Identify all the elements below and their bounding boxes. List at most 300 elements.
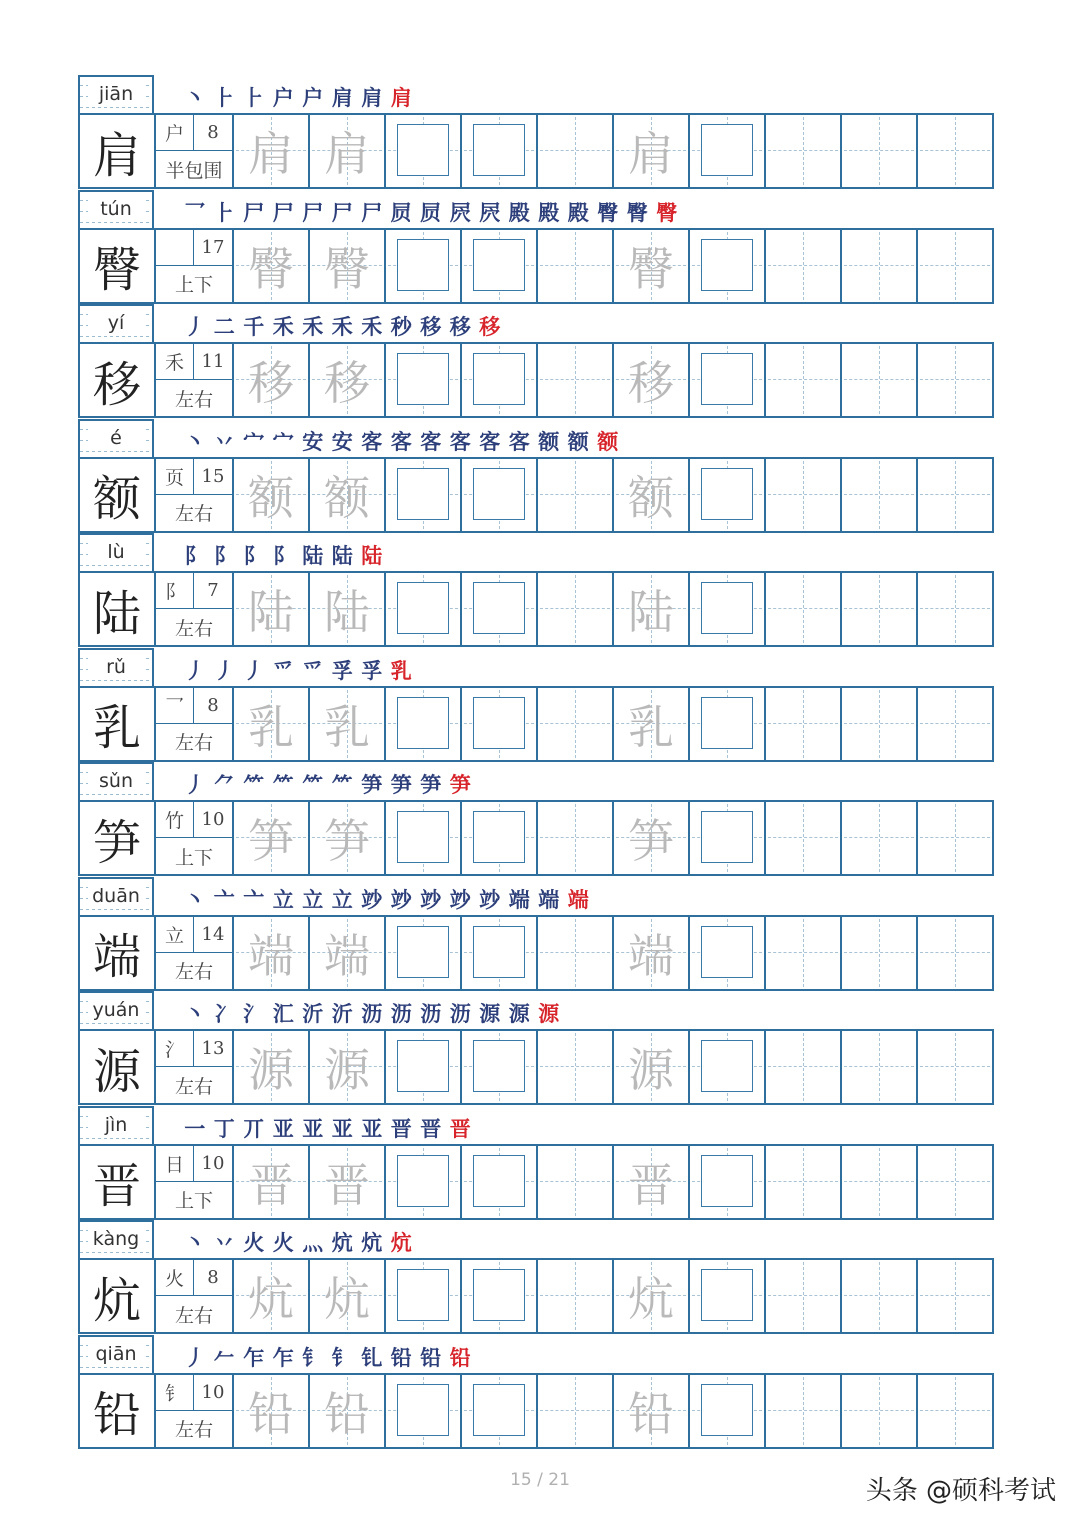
writing-cell[interactable] bbox=[462, 1031, 538, 1103]
writing-cell[interactable] bbox=[842, 688, 918, 760]
stroke-step: 灬 bbox=[302, 1230, 324, 1255]
stroke-step: 爫 bbox=[302, 657, 324, 683]
writing-cell[interactable] bbox=[462, 459, 538, 531]
writing-cell[interactable] bbox=[386, 802, 462, 874]
writing-cell[interactable] bbox=[766, 917, 842, 989]
writing-cell[interactable] bbox=[386, 230, 462, 302]
writing-cell[interactable] bbox=[538, 802, 614, 874]
writing-cell[interactable] bbox=[690, 1031, 766, 1103]
structure: 半包围 bbox=[165, 159, 223, 182]
writing-cell[interactable] bbox=[234, 344, 310, 416]
stroke-step: 宀 bbox=[243, 428, 265, 454]
guide-line-vertical bbox=[955, 690, 956, 758]
guide-line-vertical bbox=[879, 804, 880, 872]
writing-cell[interactable] bbox=[462, 230, 538, 302]
stroke-step: 爫 bbox=[272, 657, 294, 683]
stroke-step: 沥 bbox=[361, 1001, 383, 1026]
writing-cell[interactable] bbox=[614, 230, 690, 302]
writing-cell[interactable] bbox=[386, 459, 462, 531]
writing-cell[interactable] bbox=[842, 230, 918, 302]
stroke-step: ⺊ bbox=[243, 85, 265, 110]
stroke-step: 殿 bbox=[508, 199, 530, 225]
writing-cell[interactable] bbox=[386, 344, 462, 416]
writing-cell[interactable] bbox=[614, 688, 690, 760]
char-block bbox=[78, 877, 994, 992]
trace-character: 臀 bbox=[248, 241, 294, 296]
stroke-step: ⺊ bbox=[213, 85, 235, 110]
writing-cell[interactable] bbox=[690, 115, 766, 187]
stroke-count: 15 bbox=[194, 459, 232, 495]
practice-row bbox=[78, 113, 994, 189]
writing-cell[interactable] bbox=[462, 115, 538, 187]
writing-cell[interactable] bbox=[842, 344, 918, 416]
char-info bbox=[156, 1146, 234, 1218]
writing-cell[interactable] bbox=[918, 344, 992, 416]
writing-cell[interactable] bbox=[234, 115, 310, 187]
guide-line-horizontal bbox=[768, 494, 838, 495]
writing-cell[interactable] bbox=[842, 573, 918, 645]
pinyin-text: duān bbox=[88, 885, 144, 907]
stroke-step: ⺊ bbox=[213, 199, 235, 225]
writing-cell[interactable] bbox=[690, 1146, 766, 1218]
stroke-step: 尸 bbox=[272, 199, 294, 225]
stroke-step: 孚 bbox=[361, 657, 383, 683]
stroke-step: 亚 bbox=[331, 1115, 353, 1141]
stroke-step: 屃 bbox=[420, 199, 442, 225]
inner-square bbox=[473, 1384, 525, 1436]
writing-cell[interactable] bbox=[234, 802, 310, 874]
trace-character: 乳 bbox=[248, 699, 294, 754]
stroke-step: 乍 bbox=[243, 1344, 265, 1370]
stroke-step: 竗 bbox=[479, 886, 501, 912]
writing-cell[interactable] bbox=[918, 459, 992, 531]
writing-cell[interactable] bbox=[538, 1375, 614, 1447]
writing-cell[interactable] bbox=[386, 573, 462, 645]
model-character: 移 bbox=[80, 344, 156, 416]
writing-cell[interactable] bbox=[690, 917, 766, 989]
stroke-step: 臀 bbox=[656, 199, 678, 225]
writing-cell[interactable] bbox=[918, 1031, 992, 1103]
stroke-step: 客 bbox=[479, 428, 501, 454]
writing-cell[interactable] bbox=[918, 115, 992, 187]
writing-cell[interactable] bbox=[234, 459, 310, 531]
pinyin-row bbox=[78, 75, 994, 113]
trace-character: 铅 bbox=[324, 1386, 370, 1441]
writing-cell[interactable] bbox=[766, 573, 842, 645]
pinyin-cell bbox=[78, 762, 154, 800]
inner-square bbox=[397, 468, 449, 520]
guide-line-vertical bbox=[955, 117, 956, 185]
inner-square bbox=[397, 1384, 449, 1436]
structure: 左右 bbox=[174, 1075, 213, 1098]
writing-cell[interactable] bbox=[766, 344, 842, 416]
writing-cell[interactable] bbox=[310, 115, 386, 187]
stroke-step: 尸 bbox=[331, 199, 353, 225]
writing-cell[interactable] bbox=[614, 1031, 690, 1103]
guide-line-vertical bbox=[955, 461, 956, 529]
char-block bbox=[78, 1220, 994, 1335]
writing-cell[interactable] bbox=[234, 230, 310, 302]
stroke-count: 8 bbox=[194, 115, 232, 151]
model-character: 臀 bbox=[80, 230, 156, 302]
stroke-step: 禾 bbox=[302, 314, 324, 339]
inner-square bbox=[397, 1269, 449, 1321]
char-block bbox=[78, 648, 994, 763]
stroke-step: 笋 bbox=[361, 772, 383, 797]
practice-row bbox=[78, 1029, 994, 1105]
model-character: 源 bbox=[80, 1031, 156, 1103]
inner-square bbox=[397, 926, 449, 978]
inner-square bbox=[473, 1269, 525, 1321]
writing-cell[interactable] bbox=[766, 1146, 842, 1218]
writing-cell[interactable] bbox=[766, 688, 842, 760]
writing-cell[interactable] bbox=[234, 1260, 310, 1332]
guide-line-horizontal bbox=[540, 1410, 610, 1411]
stroke-step: 晋 bbox=[420, 1115, 442, 1141]
inner-square bbox=[701, 1040, 753, 1092]
writing-cell[interactable] bbox=[538, 1260, 614, 1332]
radical: 日 bbox=[156, 1146, 194, 1182]
writing-cell[interactable] bbox=[234, 688, 310, 760]
writing-cell[interactable] bbox=[310, 1375, 386, 1447]
writing-cell[interactable] bbox=[386, 917, 462, 989]
inner-square bbox=[473, 353, 525, 405]
writing-cell[interactable] bbox=[918, 802, 992, 874]
char-block bbox=[78, 304, 994, 419]
writing-cell[interactable] bbox=[462, 802, 538, 874]
writing-cell[interactable] bbox=[766, 1031, 842, 1103]
guide-line-horizontal bbox=[768, 1181, 838, 1182]
radical bbox=[156, 230, 194, 266]
writing-cell[interactable] bbox=[310, 1031, 386, 1103]
char-block bbox=[78, 419, 994, 534]
writing-cell[interactable] bbox=[310, 1260, 386, 1332]
writing-cell[interactable] bbox=[766, 115, 842, 187]
char-info bbox=[156, 573, 234, 645]
practice-row bbox=[78, 1373, 994, 1449]
stroke-order bbox=[182, 1341, 473, 1373]
guide-line-horizontal bbox=[768, 1410, 838, 1411]
stroke-step: 千 bbox=[243, 314, 265, 339]
pinyin-text: jìn bbox=[88, 1114, 144, 1136]
guide-line-vertical bbox=[803, 919, 804, 987]
writing-cell[interactable] bbox=[842, 115, 918, 187]
guide-line-horizontal bbox=[540, 723, 610, 724]
stroke-step: 客 bbox=[508, 428, 530, 454]
structure: 左右 bbox=[174, 503, 213, 525]
stroke-step: 端 bbox=[567, 886, 589, 912]
practice-row bbox=[78, 800, 994, 876]
writing-cell[interactable] bbox=[462, 688, 538, 760]
radical: 户 bbox=[156, 115, 194, 151]
writing-cell[interactable] bbox=[614, 1375, 690, 1447]
stroke-step: 额 bbox=[538, 428, 560, 454]
writing-cell[interactable] bbox=[842, 459, 918, 531]
writing-cell[interactable] bbox=[918, 1375, 992, 1447]
writing-cell[interactable] bbox=[386, 1146, 462, 1218]
writing-cell[interactable] bbox=[234, 1031, 310, 1103]
writing-cell[interactable] bbox=[918, 573, 992, 645]
writing-cell[interactable] bbox=[310, 802, 386, 874]
practice-row bbox=[78, 571, 994, 647]
stroke-step: 臀 bbox=[626, 199, 648, 225]
pinyin-row bbox=[78, 190, 994, 228]
guide-line-vertical bbox=[955, 232, 956, 300]
stroke-step: 源 bbox=[479, 1001, 501, 1026]
pinyin-text: jiān bbox=[88, 83, 144, 105]
pinyin-text: yí bbox=[88, 312, 144, 334]
trace-character: 肩 bbox=[324, 127, 370, 181]
writing-cell[interactable] bbox=[690, 230, 766, 302]
writing-cell[interactable] bbox=[766, 1260, 842, 1332]
inner-square bbox=[473, 239, 525, 291]
guide-line-horizontal bbox=[844, 265, 914, 266]
radical: 乛 bbox=[156, 688, 194, 724]
trace-character: 炕 bbox=[248, 1272, 294, 1326]
guide-line-horizontal bbox=[540, 494, 610, 495]
stroke-step: 沥 bbox=[390, 1001, 412, 1026]
guide-line-vertical bbox=[879, 461, 880, 529]
stroke-step: 火 bbox=[272, 1230, 294, 1255]
writing-cell[interactable] bbox=[386, 1260, 462, 1332]
inner-square bbox=[473, 468, 525, 520]
inner-square bbox=[473, 124, 525, 176]
guide-line-vertical bbox=[803, 117, 804, 185]
inner-square bbox=[701, 468, 753, 520]
writing-cell[interactable] bbox=[462, 917, 538, 989]
writing-cell[interactable] bbox=[842, 1375, 918, 1447]
stroke-step: 屄 bbox=[449, 199, 471, 225]
writing-cell[interactable] bbox=[310, 688, 386, 760]
stroke-step: 乳 bbox=[390, 657, 412, 683]
stroke-step: 陆 bbox=[331, 543, 353, 568]
pinyin-row bbox=[78, 419, 994, 457]
writing-cell[interactable] bbox=[538, 1031, 614, 1103]
writing-cell[interactable] bbox=[234, 573, 310, 645]
guide-line-vertical bbox=[803, 690, 804, 758]
guide-line-vertical bbox=[575, 575, 576, 643]
writing-cell[interactable] bbox=[842, 802, 918, 874]
guide-line-horizontal bbox=[920, 723, 990, 724]
guide-line-vertical bbox=[955, 1033, 956, 1101]
stroke-step: ⺮ bbox=[331, 772, 353, 797]
writing-cell[interactable] bbox=[386, 1031, 462, 1103]
inner-square bbox=[701, 582, 753, 634]
char-info bbox=[156, 115, 234, 187]
writing-cell[interactable] bbox=[538, 459, 614, 531]
structure: 上下 bbox=[174, 846, 213, 869]
writing-cell[interactable] bbox=[386, 1375, 462, 1447]
writing-cell[interactable] bbox=[538, 115, 614, 187]
writing-cell[interactable] bbox=[538, 230, 614, 302]
guide-line-horizontal bbox=[540, 150, 610, 151]
stroke-step: 晋 bbox=[390, 1115, 412, 1141]
writing-cell[interactable] bbox=[842, 1146, 918, 1218]
stroke-order bbox=[182, 1112, 473, 1144]
trace-character: 移 bbox=[248, 356, 294, 410]
writing-cell[interactable] bbox=[462, 1146, 538, 1218]
writing-cell[interactable] bbox=[614, 573, 690, 645]
pinyin-cell bbox=[78, 304, 154, 342]
guide-line-vertical bbox=[803, 804, 804, 872]
stroke-step: 火 bbox=[243, 1230, 265, 1255]
char-info bbox=[156, 1260, 234, 1332]
writing-cell[interactable] bbox=[386, 115, 462, 187]
writing-cell[interactable] bbox=[766, 230, 842, 302]
stroke-step: 亚 bbox=[302, 1115, 324, 1141]
stroke-order bbox=[182, 654, 414, 686]
trace-character: 炕 bbox=[628, 1272, 674, 1326]
practice-row bbox=[78, 457, 994, 533]
stroke-step: 陆 bbox=[302, 543, 324, 568]
writing-cell[interactable] bbox=[234, 1146, 310, 1218]
pinyin-text: yuán bbox=[88, 999, 144, 1021]
char-info bbox=[156, 230, 234, 302]
writing-cell[interactable] bbox=[462, 344, 538, 416]
pinyin-text: é bbox=[88, 427, 144, 449]
stroke-step: ⺮ bbox=[302, 772, 324, 797]
guide-line-horizontal bbox=[844, 1410, 914, 1411]
writing-cell[interactable] bbox=[614, 344, 690, 416]
guide-line-horizontal bbox=[844, 1181, 914, 1182]
stroke-step: 晋 bbox=[449, 1115, 471, 1141]
writing-cell[interactable] bbox=[918, 1260, 992, 1332]
guide-line-horizontal bbox=[844, 494, 914, 495]
guide-line-horizontal bbox=[920, 1066, 990, 1067]
stroke-step: 丶 bbox=[184, 85, 206, 110]
writing-cell[interactable] bbox=[690, 573, 766, 645]
stroke-step: 竗 bbox=[420, 886, 442, 912]
stroke-step: 肩 bbox=[361, 85, 383, 110]
writing-cell[interactable] bbox=[310, 459, 386, 531]
stroke-step: 阝 bbox=[213, 543, 235, 568]
writing-cell[interactable] bbox=[690, 688, 766, 760]
writing-cell[interactable] bbox=[842, 1031, 918, 1103]
writing-cell[interactable] bbox=[310, 1146, 386, 1218]
guide-line-horizontal bbox=[844, 952, 914, 953]
stroke-step: 丿 bbox=[243, 657, 265, 683]
char-block bbox=[78, 533, 994, 648]
writing-cell[interactable] bbox=[918, 917, 992, 989]
writing-cell[interactable] bbox=[690, 459, 766, 531]
writing-cell[interactable] bbox=[918, 688, 992, 760]
inner-square bbox=[397, 1155, 449, 1207]
writing-cell[interactable] bbox=[538, 917, 614, 989]
stroke-step: 丿 bbox=[184, 772, 206, 797]
writing-cell[interactable] bbox=[310, 573, 386, 645]
inner-square bbox=[701, 353, 753, 405]
stroke-order bbox=[182, 539, 385, 571]
stroke-step: 丿 bbox=[184, 314, 206, 339]
writing-cell[interactable] bbox=[462, 573, 538, 645]
writing-cell[interactable] bbox=[462, 1260, 538, 1332]
writing-cell[interactable] bbox=[918, 230, 992, 302]
pinyin-cell bbox=[78, 533, 154, 571]
pinyin-cell bbox=[78, 1106, 154, 1144]
writing-cell[interactable] bbox=[462, 1375, 538, 1447]
char-info bbox=[156, 1031, 234, 1103]
trace-character: 乳 bbox=[324, 699, 370, 754]
practice-row bbox=[78, 1258, 994, 1334]
stroke-order bbox=[182, 310, 503, 342]
writing-cell[interactable] bbox=[690, 802, 766, 874]
guide-line-horizontal bbox=[844, 837, 914, 838]
stroke-step: 丶 bbox=[184, 886, 206, 912]
stroke-count: 14 bbox=[194, 917, 232, 953]
writing-cell[interactable] bbox=[386, 688, 462, 760]
writing-cell[interactable] bbox=[690, 344, 766, 416]
structure: 左右 bbox=[174, 1419, 213, 1441]
stroke-step: 移 bbox=[479, 314, 501, 339]
writing-cell[interactable] bbox=[234, 917, 310, 989]
trace-character: 笋 bbox=[628, 814, 674, 868]
stroke-step: 铅 bbox=[420, 1344, 442, 1370]
writing-cell[interactable] bbox=[310, 344, 386, 416]
model-character: 笋 bbox=[80, 802, 156, 874]
guide-line-vertical bbox=[879, 1148, 880, 1216]
stroke-step: 移 bbox=[420, 314, 442, 339]
writing-cell[interactable] bbox=[614, 1146, 690, 1218]
writing-cell[interactable] bbox=[766, 802, 842, 874]
char-info bbox=[156, 802, 234, 874]
writing-cell[interactable] bbox=[614, 1260, 690, 1332]
guide-line-horizontal bbox=[844, 1295, 914, 1296]
stroke-step: 户 bbox=[302, 85, 324, 110]
stroke-step: 炕 bbox=[361, 1230, 383, 1255]
writing-cell[interactable] bbox=[538, 344, 614, 416]
writing-cell[interactable] bbox=[690, 1375, 766, 1447]
guide-line-vertical bbox=[879, 1377, 880, 1445]
char-block bbox=[78, 1335, 994, 1450]
writing-cell[interactable] bbox=[538, 688, 614, 760]
writing-cell[interactable] bbox=[614, 115, 690, 187]
writing-cell[interactable] bbox=[842, 1260, 918, 1332]
stroke-step: ⺮ bbox=[243, 772, 265, 797]
writing-cell[interactable] bbox=[310, 230, 386, 302]
writing-cell[interactable] bbox=[766, 459, 842, 531]
guide-line-horizontal bbox=[920, 837, 990, 838]
writing-cell[interactable] bbox=[234, 1375, 310, 1447]
stroke-step: 阝 bbox=[272, 543, 294, 568]
writing-cell[interactable] bbox=[766, 1375, 842, 1447]
pinyin-row bbox=[78, 648, 994, 686]
inner-square bbox=[473, 811, 525, 863]
writing-cell[interactable] bbox=[614, 917, 690, 989]
writing-cell[interactable] bbox=[310, 917, 386, 989]
radical: 页 bbox=[156, 459, 194, 495]
writing-cell[interactable] bbox=[614, 459, 690, 531]
guide-line-vertical bbox=[575, 461, 576, 529]
page-number: 15 / 21 bbox=[510, 1470, 570, 1490]
stroke-order bbox=[182, 425, 621, 457]
char-block bbox=[78, 190, 994, 305]
guide-line-horizontal bbox=[920, 1295, 990, 1296]
writing-cell[interactable] bbox=[614, 802, 690, 874]
guide-line-horizontal bbox=[844, 608, 914, 609]
radical: 火 bbox=[156, 1260, 194, 1296]
inner-square bbox=[701, 239, 753, 291]
stroke-step: 沥 bbox=[449, 1001, 471, 1026]
trace-character: 乳 bbox=[628, 699, 674, 754]
writing-cell[interactable] bbox=[918, 1146, 992, 1218]
guide-line-vertical bbox=[575, 919, 576, 987]
stroke-step: 户 bbox=[272, 85, 294, 110]
writing-cell[interactable] bbox=[538, 1146, 614, 1218]
writing-cell[interactable] bbox=[842, 917, 918, 989]
writing-cell[interactable] bbox=[690, 1260, 766, 1332]
pinyin-cell bbox=[78, 991, 154, 1029]
writing-cell[interactable] bbox=[538, 573, 614, 645]
